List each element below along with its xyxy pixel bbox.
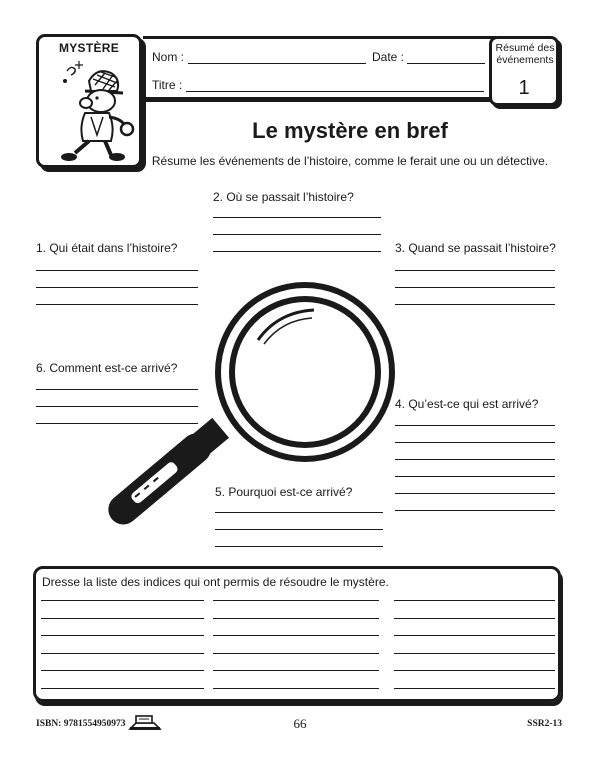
question-3-label: 3. Quand se passait l’histoire? — [395, 241, 556, 255]
answer-1-line-1[interactable] — [36, 270, 198, 271]
clue-line[interactable] — [41, 670, 204, 671]
clue-line[interactable] — [41, 653, 204, 654]
clue-line[interactable] — [213, 600, 379, 601]
answer-5-line-3[interactable] — [215, 546, 383, 547]
answer-6-line-3[interactable] — [36, 423, 198, 424]
answer-2-line-3[interactable] — [213, 251, 381, 252]
name-label: Nom : — [152, 50, 185, 64]
footer-page-number: 66 — [293, 716, 307, 731]
detective-icon — [45, 57, 137, 165]
clue-line[interactable] — [394, 618, 555, 619]
answer-4-line-5[interactable] — [395, 493, 555, 494]
page-title: Le mystère en bref — [252, 118, 448, 143]
answer-4-line-3[interactable] — [395, 459, 555, 460]
question-2-label: 2. Où se passait l’histoire? — [213, 190, 354, 204]
answer-2-line-2[interactable] — [213, 234, 381, 235]
answer-5-line-1[interactable] — [215, 512, 383, 513]
instructions: Résume les événements de l’histoire, comme le ferait une ou un détective. — [151, 154, 549, 168]
clue-line[interactable] — [41, 688, 204, 689]
answer-4-line-1[interactable] — [395, 425, 555, 426]
clue-line[interactable] — [394, 688, 555, 689]
footer-code: SSR2-13 — [527, 719, 562, 729]
clue-line[interactable] — [41, 618, 204, 619]
answer-2-line-1[interactable] — [213, 217, 381, 218]
answer-4-line-2[interactable] — [395, 442, 555, 443]
summary-box — [489, 36, 559, 106]
answer-4-line-6[interactable] — [395, 510, 555, 511]
answer-1-line-3[interactable] — [36, 304, 198, 305]
answer-4-line-4[interactable] — [395, 476, 555, 477]
name-field[interactable] — [188, 63, 366, 64]
clue-line[interactable] — [213, 635, 379, 636]
date-field[interactable] — [407, 63, 485, 64]
answer-3-line-2[interactable] — [395, 287, 555, 288]
clue-line[interactable] — [394, 635, 555, 636]
clue-line[interactable] — [213, 618, 379, 619]
clue-line[interactable] — [394, 653, 555, 654]
date-label: Date : — [372, 50, 405, 64]
question-6-label: 6. Comment est-ce arrivé? — [36, 361, 178, 375]
title-field[interactable] — [186, 91, 484, 92]
answer-6-line-1[interactable] — [36, 389, 198, 390]
answer-5-line-2[interactable] — [215, 529, 383, 530]
badge-title: MYSTÈRE — [58, 41, 120, 55]
summary-number: 1 — [518, 77, 530, 99]
clue-line[interactable] — [41, 635, 204, 636]
clues-box — [33, 566, 561, 702]
answer-3-line-3[interactable] — [395, 304, 555, 305]
magnifying-glass-icon — [90, 280, 400, 540]
footer-isbn: ISBN: 9781554950973 — [36, 719, 126, 729]
question-4-label: 4. Qu’est-ce qui est arrivé? — [395, 397, 539, 411]
clues-label: Dresse la liste des indices qui ont permis de résoudre le mystère. — [42, 575, 389, 589]
publisher-logo-icon — [128, 713, 162, 731]
clue-line[interactable] — [213, 688, 379, 689]
clue-line[interactable] — [213, 670, 379, 671]
answer-3-line-1[interactable] — [395, 270, 555, 271]
answer-1-line-2[interactable] — [36, 287, 198, 288]
answer-6-line-2[interactable] — [36, 406, 198, 407]
clue-line[interactable] — [394, 600, 555, 601]
clue-line[interactable] — [213, 653, 379, 654]
question-5-label: 5. Pourquoi est-ce arrivé? — [215, 485, 353, 499]
question-1-label: 1. Qui était dans l’histoire? — [36, 241, 178, 255]
summary-label: Résumé des événements — [495, 42, 555, 66]
clue-line[interactable] — [394, 670, 555, 671]
title-label: Titre : — [152, 78, 183, 92]
clue-line[interactable] — [41, 600, 204, 601]
mystery-badge — [36, 34, 142, 168]
